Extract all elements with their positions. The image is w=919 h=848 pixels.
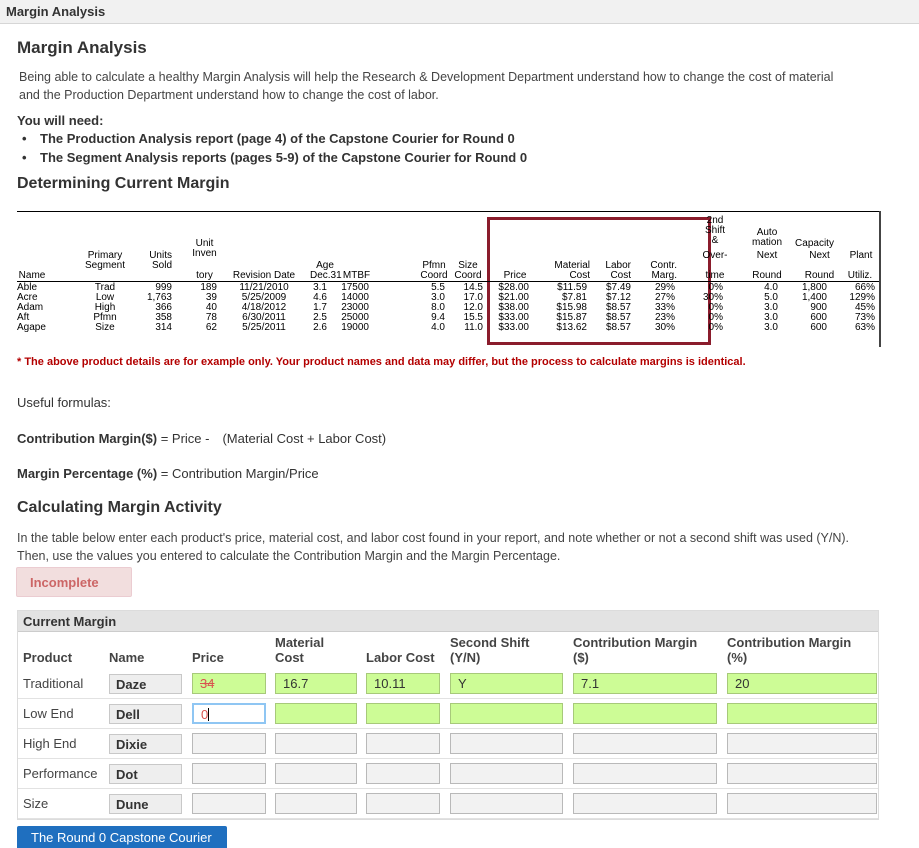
report-cell-pfmn: 9.4 [431,312,445,323]
cm-input[interactable] [573,733,717,754]
report-cell-cap: 900 [810,302,827,313]
row-divider [18,698,878,699]
production-report-image [17,211,881,347]
report-cell-mtbf: 14000 [341,292,369,303]
report-cell-auto: 3.0 [764,302,778,313]
price-value: 0 [201,707,209,722]
report-cell-marg: 27% [654,292,675,303]
report-cell-sold: 366 [155,302,172,313]
cm-input[interactable] [573,793,717,814]
rh-auto-round: Round [752,270,782,281]
report-cell-mtbf: 19000 [341,322,369,333]
report-cell-marg: 23% [654,312,675,323]
material-input[interactable] [275,793,357,814]
formula-body: = Price - (Material Cost + Labor Cost) [157,431,387,446]
report-cell-age: 4.6 [313,292,327,303]
report-cell-lab: $8.57 [605,322,631,333]
report-cell-mat: $11.59 [557,282,587,293]
activity-instructions: In the table below enter each product's price, material cost, and labor cost found in your report, and note whether or not a second shift was used (Y/N). Then, use the values you entered to calculate the Contribution Margin and the Margin Percentage. [17,531,850,563]
rh-dec31: Dec.31 [310,270,342,281]
rh-cap-round: Round [804,270,835,281]
row-divider [18,728,878,729]
report-cell-rev: 11/21/2010 [239,282,289,293]
cmp-value: 20 [735,676,750,691]
report-cell-lab: $7.12 [605,292,631,303]
labor-input[interactable] [366,793,440,814]
col-shift-line2: (Y/N) [450,650,481,665]
section-heading-current-margin: Determining Current Margin [17,175,230,192]
material-input[interactable] [275,733,357,754]
labor-input[interactable] [366,763,440,784]
rh-segment: Segment [84,260,126,271]
current-margin-panel [17,610,879,820]
report-cell-lab: $8.57 [605,312,631,323]
report-cell-rev: 5/25/2009 [241,292,287,303]
rh-tory: tory [196,270,213,281]
col-material [275,635,324,665]
rh-material: Material [554,260,590,271]
product-name-field: Dune [109,794,182,814]
report-cell-util: 63% [854,322,875,333]
rh-plant: Plant [849,250,873,261]
report-cell-segment: Low [95,292,115,303]
report-cell-ot: 0% [708,322,723,333]
row-divider [18,788,878,789]
cm-input[interactable] [573,763,717,784]
report-cell-mat: $7.81 [561,292,587,303]
col-name: Name [109,650,145,665]
window-title-bar [0,0,919,24]
report-cell-inv: 189 [200,282,217,293]
report-cell-age: 1.7 [313,302,327,313]
panel-header [18,611,878,632]
report-cell-price: $28.00 [498,282,529,293]
report-cell-name: Adam [17,302,44,313]
report-cell-mat: $13.62 [556,322,587,333]
report-cell-rev: 6/30/2011 [242,312,286,323]
report-cell-segment: Size [95,322,115,333]
material-input[interactable] [275,673,357,694]
product-label: Performance [23,766,98,781]
labor-input[interactable] [366,703,440,724]
product-label: Low End [23,706,74,721]
rh-amp: & [711,235,719,246]
capstone-courier-button[interactable] [17,826,227,848]
shift-input[interactable] [450,763,563,784]
report-cell-price: $33.00 [498,322,529,333]
cmp-input[interactable] [727,793,877,814]
rh-material-cost: Cost [569,270,590,281]
report-cell-age: 3.1 [313,282,327,293]
report-cell-pfmn: 4.0 [431,322,445,333]
report-cell-ot: 0% [708,302,723,313]
rh-mtbf: MTBF [342,270,371,281]
report-header-rule [17,281,879,282]
row-divider [18,818,878,819]
col-cmp-line1: Contribution Margin [727,635,852,650]
rh-units: Units [149,250,172,261]
report-cell-util: 45% [854,302,875,313]
report-cell-pfmn: 8.0 [431,302,445,313]
price-input[interactable] [192,703,266,724]
report-cell-pfmn: 3.0 [431,292,445,303]
report-cell-inv: 39 [205,292,217,303]
report-cell-mtbf: 17500 [341,282,369,293]
rh-size-coord: Coord [454,270,482,281]
rh-auto: Auto [756,227,778,238]
rh-size: Size [458,260,478,271]
report-cell-name: Able [17,282,38,293]
col-cmp-line2: (%) [727,650,748,665]
report-cell-ot: 0% [708,312,723,323]
status-badge [16,567,132,597]
report-cell-name: Agape [17,322,46,333]
price-input[interactable] [192,673,266,694]
col-material-line2: Cost [275,650,304,665]
shift-input[interactable] [450,793,563,814]
report-cell-rev: 4/18/2012 [241,302,287,313]
rh-unit: Unit [195,238,214,249]
rh-labor: Labor [605,260,631,271]
report-cell-marg: 33% [654,302,675,313]
report-cell-name: Acre [17,292,38,303]
col-contribution-margin [573,635,697,665]
formula-margin-percentage [17,466,319,481]
section-heading-activity: Calculating Margin Activity [17,499,222,516]
report-cell-sold: 358 [155,312,172,323]
report-cell-inv: 62 [205,322,217,333]
rh-name: Name [18,270,46,281]
cmp-input[interactable] [727,763,877,784]
report-cell-size: 17.0 [463,292,483,303]
rh-mation: mation [751,237,782,248]
report-cell-pfmn: 5.5 [431,282,445,293]
report-cell-mat: $15.87 [556,312,587,323]
cmp-input[interactable] [727,733,877,754]
report-cell-size: 14.5 [463,282,483,293]
rh-time: time [705,270,725,281]
rh-labor-cost: Cost [610,270,631,281]
report-cell-lab: $8.57 [605,302,631,313]
report-cell-util: 73% [854,312,875,323]
cmp-input[interactable] [727,673,877,694]
list-item: • The Segment Analysis reports (pages 5-9) of the Capstone Courier for Round 0 [22,149,527,168]
formula-label: Margin Percentage (%) [17,466,158,481]
report-cell-ot: 0% [708,282,723,293]
shift-input[interactable] [450,703,563,724]
useful-formulas-label: Useful formulas: [17,395,111,410]
panel-title: Current Margin [23,614,117,629]
product-label: High End [23,736,77,751]
price-input[interactable] [192,793,266,814]
you-will-need-label: You will need: [17,113,104,128]
report-cell-price: $21.00 [498,292,529,303]
labor-input[interactable] [366,673,440,694]
product-name-field: Dell [109,704,182,724]
rh-contr: Contr. [650,260,677,271]
report-cell-lab: $7.49 [605,282,631,293]
report-cell-sold: 314 [155,322,172,333]
report-cell-util: 66% [854,282,875,293]
col-contribution-margin-pct [727,635,851,665]
formula-contribution-margin [17,431,386,446]
shift-input[interactable] [450,733,563,754]
page-title: Margin Analysis [17,38,147,57]
col-shift-line1: Second Shift [450,635,530,650]
report-cell-cap: 1,800 [801,282,827,293]
report-cell-marg: 29% [654,282,675,293]
report-cell-sold: 999 [155,282,172,293]
example-note: * The above product details are for example only. Your product names and data may differ, but the process to calculate margins is identical. [17,356,746,368]
price-input[interactable] [192,763,266,784]
row-divider [18,758,878,759]
rh-revision: Revision Date [232,270,296,281]
report-cell-inv: 78 [205,312,217,323]
report-cell-util: 129% [849,292,875,303]
report-cell-marg: 30% [654,322,675,333]
product-label: Size [23,796,49,811]
col-cm-line2: ($) [573,650,589,665]
report-cell-sold: 1,763 [146,292,172,303]
report-cell-segment: Pfmn [93,312,117,323]
rh-over: Over- [702,250,728,261]
report-cell-size: 11.0 [464,322,483,333]
rh-inven: Inven [192,248,217,259]
button-label: The Round 0 Capstone Courier [31,830,212,845]
rh-utiliz: Utiliz. [847,270,873,281]
rh-sold: Sold [151,260,172,271]
col-price: Price [192,650,224,665]
col-cm-line1: Contribution Margin [573,635,698,650]
report-top-rule [17,211,879,212]
rh-age: Age [316,260,334,271]
shift-value: Y [458,676,467,691]
report-cell-auto: 4.0 [764,282,778,293]
cm-input[interactable] [573,673,717,694]
price-input[interactable] [192,733,266,754]
col-labor: Labor Cost [366,650,435,665]
status-text: Incomplete [30,575,99,590]
cm-input[interactable] [573,703,717,724]
report-cell-price: $38.00 [498,302,529,313]
product-name-field: Dot [109,764,182,784]
material-input[interactable] [275,703,357,724]
rh-2nd: 2nd [706,215,724,226]
report-cell-size: 12.0 [463,302,483,313]
report-cell-age: 2.6 [313,322,327,333]
col-product: Product [23,650,73,665]
rh-pfmn-coord: Coord [420,270,448,281]
shift-input[interactable] [450,673,563,694]
report-cell-auto: 5.0 [764,292,778,303]
report-cell-cap: 600 [810,322,827,333]
product-label: Traditional [23,676,84,691]
rh-cap-next: Next [809,250,830,261]
cmp-input[interactable] [727,703,877,724]
formula-label: Contribution Margin($) [17,431,158,446]
report-cell-mtbf: 25000 [341,312,369,323]
text-caret [208,708,209,721]
report-cell-auto: 3.0 [764,322,778,333]
report-cell-price: $33.00 [498,312,529,323]
material-input[interactable] [275,763,357,784]
rh-auto-next: Next [756,250,778,261]
rh-price: Price [503,270,527,281]
product-name-field: Daze [109,674,182,694]
formula-body: = Contribution Margin/Price [157,466,319,481]
report-cell-auto: 3.0 [764,312,778,323]
report-cell-inv: 40 [205,302,217,313]
report-cell-size: 15.5 [463,312,483,323]
price-value: 34 [200,676,215,691]
labor-input[interactable] [366,733,440,754]
rh-capacity: Capacity [795,238,834,249]
window-title: Margin Analysis [6,4,106,19]
col-shift [450,635,529,665]
report-cell-mtbf: 23000 [341,302,369,313]
rh-primary: Primary [87,250,123,261]
cm-value: 7.1 [581,676,600,691]
list-item: • The Production Analysis report (page 4) of the Capstone Courier for Round 0 [22,130,527,149]
report-cell-segment: Trad [94,282,116,293]
report-cell-mat: $15.98 [556,302,587,313]
needs-list [22,130,527,167]
intro-text: Being able to calculate a healthy Margin Analysis will help the Research & Development Department understand how to change the cost of material and the Production Department understand how to change the cost of labor. [19,70,834,102]
product-name-field: Dixie [109,734,182,754]
report-cell-name: Aft [17,312,30,323]
report-cell-age: 2.5 [313,312,327,323]
report-cell-segment: High [94,302,116,313]
labor-value: 10.11 [374,676,406,691]
report-cell-rev: 5/25/2011 [242,322,286,333]
report-cell-cap: 600 [810,312,827,323]
material-value: 16.7 [283,676,309,691]
report-cell-ot: 30% [702,292,723,303]
rh-shift: Shift [704,225,725,236]
rh-pfmn: Pfmn [422,260,446,271]
report-cell-cap: 1,400 [801,292,827,303]
col-material-line1: Material [275,635,325,650]
rh-marg: Marg. [651,270,677,281]
